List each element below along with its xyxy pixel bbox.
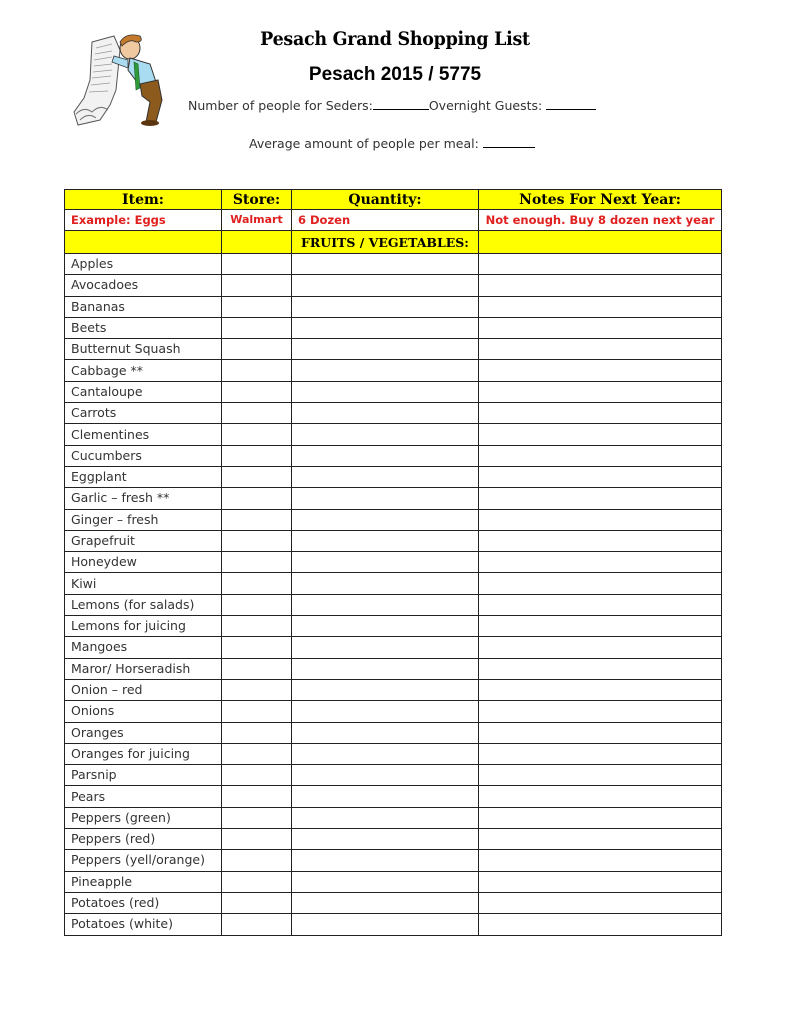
- notes-cell[interactable]: [479, 466, 722, 487]
- quantity-cell[interactable]: [292, 403, 479, 424]
- quantity-cell[interactable]: [292, 296, 479, 317]
- item-name-cell: Peppers (red): [65, 829, 222, 850]
- store-cell[interactable]: [222, 466, 292, 487]
- store-cell[interactable]: [222, 296, 292, 317]
- table-row: [65, 424, 722, 445]
- quantity-cell[interactable]: [292, 317, 479, 338]
- table-row: [65, 381, 722, 402]
- table-row: [65, 765, 722, 786]
- table-row: [65, 637, 722, 658]
- store-cell[interactable]: [222, 892, 292, 913]
- seders-blank-field[interactable]: [373, 98, 429, 110]
- table-row: [65, 701, 722, 722]
- notes-cell[interactable]: [479, 701, 722, 722]
- document-title: Pesach Grand Shopping List: [260, 28, 530, 50]
- quantity-cell[interactable]: [292, 594, 479, 615]
- example-quantity: 6 Dozen: [292, 210, 479, 231]
- store-cell[interactable]: [222, 786, 292, 807]
- example-notes: Not enough. Buy 8 dozen next year: [479, 210, 722, 231]
- notes-cell[interactable]: [479, 509, 722, 530]
- notes-cell[interactable]: [479, 616, 722, 637]
- item-name-cell: Apples: [65, 254, 222, 275]
- table-row: [65, 573, 722, 594]
- notes-cell[interactable]: [479, 786, 722, 807]
- table-row: [65, 317, 722, 338]
- store-cell[interactable]: [222, 424, 292, 445]
- quantity-cell[interactable]: [292, 850, 479, 871]
- avg-label: Average amount of people per meal:: [249, 136, 479, 151]
- store-cell[interactable]: [222, 807, 292, 828]
- quantity-cell[interactable]: [292, 616, 479, 637]
- store-cell[interactable]: [222, 701, 292, 722]
- example-store: Walmart: [222, 210, 292, 231]
- table-row: [65, 914, 722, 935]
- quantity-cell[interactable]: [292, 892, 479, 913]
- table-row: [65, 786, 722, 807]
- item-name-cell: Avocadoes: [65, 275, 222, 296]
- item-name-cell: Onions: [65, 701, 222, 722]
- table-row: [65, 807, 722, 828]
- table-row: [65, 829, 722, 850]
- section-label: FRUITS / VEGETABLES:: [292, 231, 479, 254]
- store-cell[interactable]: [222, 850, 292, 871]
- column-header-store: Store:: [222, 190, 292, 210]
- store-cell[interactable]: [222, 594, 292, 615]
- item-name-cell: Lemons (for salads): [65, 594, 222, 615]
- document-subtitle: Pesach 2015 / 5775: [308, 64, 482, 85]
- quantity-cell[interactable]: [292, 743, 479, 764]
- item-name-cell: Peppers (green): [65, 807, 222, 828]
- quantity-cell[interactable]: [292, 339, 479, 360]
- notes-cell[interactable]: [479, 765, 722, 786]
- store-cell[interactable]: [222, 254, 292, 275]
- quantity-cell[interactable]: [292, 871, 479, 892]
- notes-cell[interactable]: [479, 424, 722, 445]
- notes-cell[interactable]: [479, 807, 722, 828]
- item-name-cell: Bananas: [65, 296, 222, 317]
- overnight-blank-field[interactable]: [546, 98, 596, 110]
- seders-label: Number of people for Seders:: [188, 98, 373, 113]
- store-cell[interactable]: [222, 509, 292, 530]
- notes-cell[interactable]: [479, 892, 722, 913]
- store-cell[interactable]: [222, 637, 292, 658]
- quantity-cell[interactable]: [292, 807, 479, 828]
- item-name-cell: Pineapple: [65, 871, 222, 892]
- notes-cell[interactable]: [479, 275, 722, 296]
- notes-cell[interactable]: [479, 317, 722, 338]
- item-name-cell: Cabbage **: [65, 360, 222, 381]
- item-name-cell: Potatoes (red): [65, 892, 222, 913]
- item-name-cell: Grapefruit: [65, 530, 222, 551]
- store-cell[interactable]: [222, 722, 292, 743]
- item-name-cell: Parsnip: [65, 765, 222, 786]
- store-cell[interactable]: [222, 317, 292, 338]
- item-name-cell: Cucumbers: [65, 445, 222, 466]
- item-name-cell: Butternut Squash: [65, 339, 222, 360]
- quantity-cell[interactable]: [292, 488, 479, 509]
- store-cell[interactable]: [222, 616, 292, 637]
- store-cell[interactable]: [222, 552, 292, 573]
- avg-blank-field[interactable]: [483, 136, 535, 148]
- quantity-cell[interactable]: [292, 765, 479, 786]
- quantity-cell[interactable]: [292, 829, 479, 850]
- quantity-cell[interactable]: [292, 679, 479, 700]
- average-people-line: [249, 136, 579, 151]
- notes-cell[interactable]: [479, 254, 722, 275]
- item-name-cell: Potatoes (white): [65, 914, 222, 935]
- notes-cell[interactable]: [479, 445, 722, 466]
- store-cell[interactable]: [222, 743, 292, 764]
- table-row: [65, 679, 722, 700]
- notes-cell[interactable]: [479, 488, 722, 509]
- table-row: [65, 275, 722, 296]
- store-cell[interactable]: [222, 339, 292, 360]
- quantity-cell[interactable]: [292, 424, 479, 445]
- table-row: [65, 552, 722, 573]
- store-cell[interactable]: [222, 530, 292, 551]
- notes-cell[interactable]: [479, 658, 722, 679]
- quantity-cell[interactable]: [292, 722, 479, 743]
- item-name-cell: Maror/ Horseradish: [65, 658, 222, 679]
- notes-cell[interactable]: [479, 296, 722, 317]
- example-item: Example: Eggs: [65, 210, 222, 231]
- quantity-cell[interactable]: [292, 786, 479, 807]
- notes-cell[interactable]: [479, 637, 722, 658]
- quantity-cell[interactable]: [292, 914, 479, 935]
- item-name-cell: Ginger – fresh: [65, 509, 222, 530]
- store-cell[interactable]: [222, 765, 292, 786]
- quantity-cell[interactable]: [292, 573, 479, 594]
- quantity-cell[interactable]: [292, 254, 479, 275]
- section-empty-cell: [222, 231, 292, 254]
- quantity-cell[interactable]: [292, 637, 479, 658]
- table-row: [65, 658, 722, 679]
- item-name-cell: Lemons for juicing: [65, 616, 222, 637]
- item-name-cell: Cantaloupe: [65, 381, 222, 402]
- quantity-cell[interactable]: [292, 552, 479, 573]
- notes-cell[interactable]: [479, 360, 722, 381]
- quantity-cell[interactable]: [292, 701, 479, 722]
- table-row: [65, 339, 722, 360]
- table-row: [65, 296, 722, 317]
- store-cell[interactable]: [222, 360, 292, 381]
- quantity-cell[interactable]: [292, 658, 479, 679]
- table-row: [65, 743, 722, 764]
- table-row: [65, 360, 722, 381]
- item-name-cell: Oranges: [65, 722, 222, 743]
- shopping-list-table: [64, 189, 722, 936]
- item-name-cell: Clementines: [65, 424, 222, 445]
- notes-cell[interactable]: [479, 594, 722, 615]
- store-cell[interactable]: [222, 488, 292, 509]
- item-name-cell: Kiwi: [65, 573, 222, 594]
- notes-cell[interactable]: [479, 829, 722, 850]
- example-row: [65, 210, 722, 231]
- notes-cell[interactable]: [479, 552, 722, 573]
- notes-cell[interactable]: [479, 403, 722, 424]
- quantity-cell[interactable]: [292, 466, 479, 487]
- table-row: [65, 403, 722, 424]
- item-name-cell: Garlic – fresh **: [65, 488, 222, 509]
- notes-cell[interactable]: [479, 339, 722, 360]
- man-reading-list-icon: [70, 30, 180, 128]
- item-name-cell: Onion – red: [65, 679, 222, 700]
- column-header-notes: Notes For Next Year:: [479, 190, 722, 210]
- table-row: [65, 488, 722, 509]
- quantity-cell[interactable]: [292, 530, 479, 551]
- table-row: [65, 254, 722, 275]
- table-row: [65, 530, 722, 551]
- quantity-cell[interactable]: [292, 360, 479, 381]
- quantity-cell[interactable]: [292, 381, 479, 402]
- section-empty-cell: [479, 231, 722, 254]
- store-cell[interactable]: [222, 871, 292, 892]
- people-info-line: [188, 98, 618, 113]
- store-cell[interactable]: [222, 658, 292, 679]
- store-cell[interactable]: [222, 679, 292, 700]
- notes-cell[interactable]: [479, 850, 722, 871]
- notes-cell[interactable]: [479, 679, 722, 700]
- section-row-fruits-vegetables: [65, 231, 722, 254]
- table-row: [65, 594, 722, 615]
- column-header-item: Item:: [65, 190, 222, 210]
- table-row: [65, 445, 722, 466]
- item-name-cell: Beets: [65, 317, 222, 338]
- table-row: [65, 892, 722, 913]
- notes-cell[interactable]: [479, 871, 722, 892]
- notes-cell[interactable]: [479, 573, 722, 594]
- table-row: [65, 722, 722, 743]
- section-empty-cell: [65, 231, 222, 254]
- table-row: [65, 466, 722, 487]
- item-name-cell: Mangoes: [65, 637, 222, 658]
- store-cell[interactable]: [222, 573, 292, 594]
- table-row: [65, 850, 722, 871]
- quantity-cell[interactable]: [292, 445, 479, 466]
- quantity-cell[interactable]: [292, 509, 479, 530]
- notes-cell[interactable]: [479, 722, 722, 743]
- table-row: [65, 871, 722, 892]
- table-row: [65, 616, 722, 637]
- table-row: [65, 509, 722, 530]
- notes-cell[interactable]: [479, 743, 722, 764]
- item-name-cell: Peppers (yell/orange): [65, 850, 222, 871]
- item-name-cell: Carrots: [65, 403, 222, 424]
- item-name-cell: Honeydew: [65, 552, 222, 573]
- item-name-cell: Oranges for juicing: [65, 743, 222, 764]
- store-cell[interactable]: [222, 914, 292, 935]
- store-cell[interactable]: [222, 829, 292, 850]
- overnight-label: Overnight Guests:: [428, 98, 543, 113]
- table-header-row: [65, 190, 722, 210]
- store-cell[interactable]: [222, 445, 292, 466]
- store-cell[interactable]: [222, 403, 292, 424]
- store-cell[interactable]: [222, 381, 292, 402]
- column-header-quantity: Quantity:: [292, 190, 479, 210]
- notes-cell[interactable]: [479, 914, 722, 935]
- item-name-cell: Eggplant: [65, 466, 222, 487]
- notes-cell[interactable]: [479, 381, 722, 402]
- quantity-cell[interactable]: [292, 275, 479, 296]
- store-cell[interactable]: [222, 275, 292, 296]
- notes-cell[interactable]: [479, 530, 722, 551]
- item-name-cell: Pears: [65, 786, 222, 807]
